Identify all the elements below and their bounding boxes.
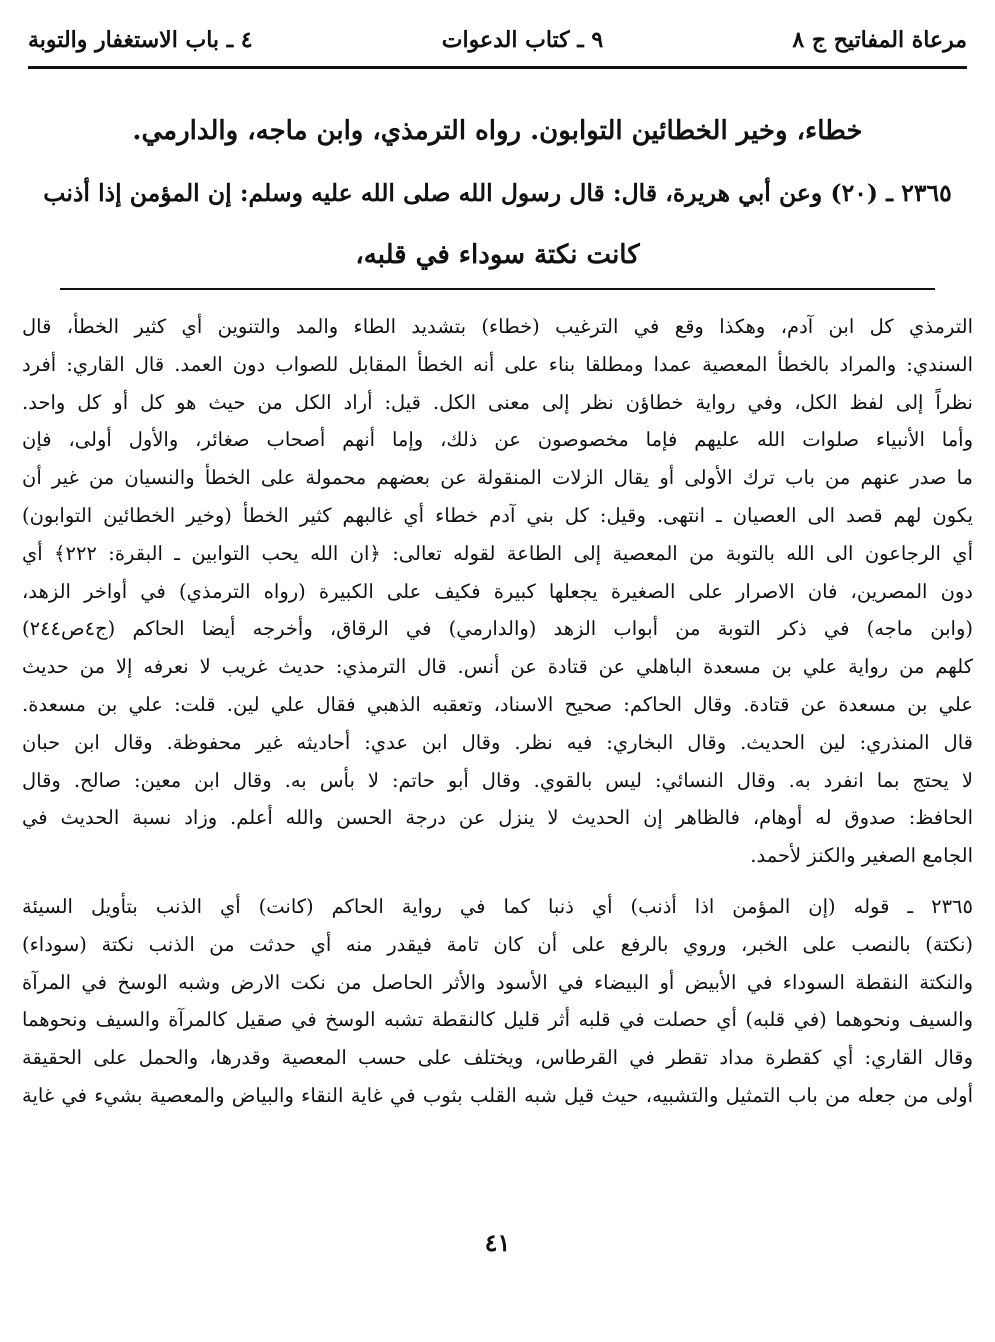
page-number: ٤١	[484, 1228, 511, 1257]
hadith-line: ٢٣٦٥ ـ (٢٠) وعن أبي هريرة، قال: قال رسول الله صلى الله عليه وسلم: إن المؤمن إذا أذنب	[43, 179, 952, 207]
commentary-text	[22, 308, 973, 1115]
commentary-line: والنكتة النقطة السوداء في الأبيض أو البيضاء في الأسود والأثر الحاصل من نكت الارض وشبه الوسخ في المرآة	[22, 970, 973, 994]
commentary-line: نظراً إلى لفظ الكل، وفي رواية خطاؤن نظر إلى معنى الكل. قيل: أراد الكل من حيث هو كل أو كل واحد.	[22, 390, 973, 414]
paragraph-gap	[22, 875, 973, 888]
commentary-line: دون المصرين، فان الاصرار على الصغيرة يجعلها كبيرة فكيف على الكبيرة (رواه الترمذي) في أواخر الزهد،	[22, 579, 973, 603]
commentary-line: (وابن ماجه) في ذكر التوبة من أبواب الزهد (والدارمي) في الرقاق، وأخرجه أيضا الحاكم (ج٤ص٢٤٤)	[22, 617, 973, 641]
commentary-line: ما صدر عنهم من باب ترك الأولى أو يقال الزلات المنقولة عن بعضهم محمولة على الخطأ والنسيان من غير أن	[22, 466, 973, 490]
hadith-line: خطاء، وخير الخطائين التوابون. رواه الترمذي، وابن ماجه، والدارمي.	[132, 116, 863, 146]
commentary-line: أولى من جعله من باب التمثيل والتشبيه، حيث قيل شبه القلب بثوب في غاية النقاء والبياض والمعصية بشيء في غاية	[22, 1083, 973, 1107]
commentary-line: السندي: والمراد بالخطأ المعصية عمدا ومطلقا بناء على أنه الخطأ المقابل للصواب دون العمد. قال القاري: أفرد	[22, 352, 973, 376]
hadith-line: كانت نكتة سوداء في قلبه،	[355, 240, 640, 270]
commentary-line: لا يحتج بما انفرد به. وقال النسائي: ليس بالقوي. وقال أبو حاتم: لا بأس به. وقال ابن معين: صالح. وقال	[22, 768, 973, 792]
running-header	[28, 20, 967, 60]
header-book-title: مرعاة المفاتيح ج ٨	[792, 27, 967, 53]
commentary-line: أي الرجاعون الى الله بالتوبة من المعصية إلى الطاعة لقوله تعالى: ﴿ان الله يحب التوابين ـ البقرة: ٢٢٢﴾ أي	[22, 541, 973, 565]
commentary-line: وقال القاري: أي كقطرة مداد تقطر في القرطاس، ويختلف على حسب المعصية وقدرها، والحمل على الحقيقة	[22, 1046, 973, 1070]
commentary-line: قال المنذري: لين الحديث. وقال البخاري: فيه نظر. وقال ابن عدي: أحاديثه غير محفوظة. وقال ابن حبان	[22, 730, 973, 754]
section-divider	[60, 288, 935, 290]
commentary-line: يكون لهم قصد الى العصيان ـ انتهى. وقيل: كل بني آدم خطاء أي غالبهم كثير الخطأ (وخير الخطائين التوابون)	[22, 503, 973, 527]
commentary-line: وأما الأنبياء صلوات الله عليهم فإما مخصوصون عن ذلك، وإما أنهم أصحاب صغائر، والأول أولى، فإن	[22, 428, 973, 452]
commentary-line: (نكتة) بالنصب على الخبر، وروي بالرفع على أن كان تامة فيقدر منه أي حدثت من الذنب نكتة (سوداء)	[22, 932, 973, 956]
commentary-line: كلهم من رواية علي بن مسعدة الباهلي عن قتادة عن أنس. قال الترمذي: حديث غريب لا نعرفه إلا من حديث	[22, 655, 973, 679]
header-bab: ٤ ـ باب الاستغفار والتوبة	[28, 27, 253, 53]
header-rule	[28, 66, 967, 69]
commentary-line: والسيف ونحوهما (في قلبه) أي حصلت في قلبه أثر قليل كالنقطة تشبه الوسخ في صقيل كالمرآة والسيف ونحوهما	[22, 1008, 973, 1032]
commentary-line: ٢٣٦٥ ـ قوله (إن المؤمن اذا أذنب) أي ذنبا كما في رواية الحاكم (كانت) أي الذنب بتأويل السيئة	[22, 894, 973, 918]
commentary-line: الحافظ: صدوق له أوهام، فالظاهر إن الحديث لا ينزل عن درجة الحسن والله أعلم. وزاد نسبة الحديث في	[22, 806, 973, 830]
commentary-line: الجامع الصغير والكنز لأحمد.	[750, 844, 973, 868]
header-kitab: ٩ ـ كتاب الدعوات	[441, 27, 604, 53]
commentary-line: الترمذي كل ابن آدم، وهكذا وقع في الترغيب (خطاء) بتشديد الطاء والمد والتنوين أي كثير الخطأ، قال	[22, 315, 973, 338]
hadith-text	[40, 100, 955, 286]
commentary-line: علي بن مسعدة عن قتادة. وقال الحاكم: صحيح الاسناد، وتعقبه الذهبي فقال علي لين. قلت: علي بن مسعدة.	[22, 692, 973, 716]
